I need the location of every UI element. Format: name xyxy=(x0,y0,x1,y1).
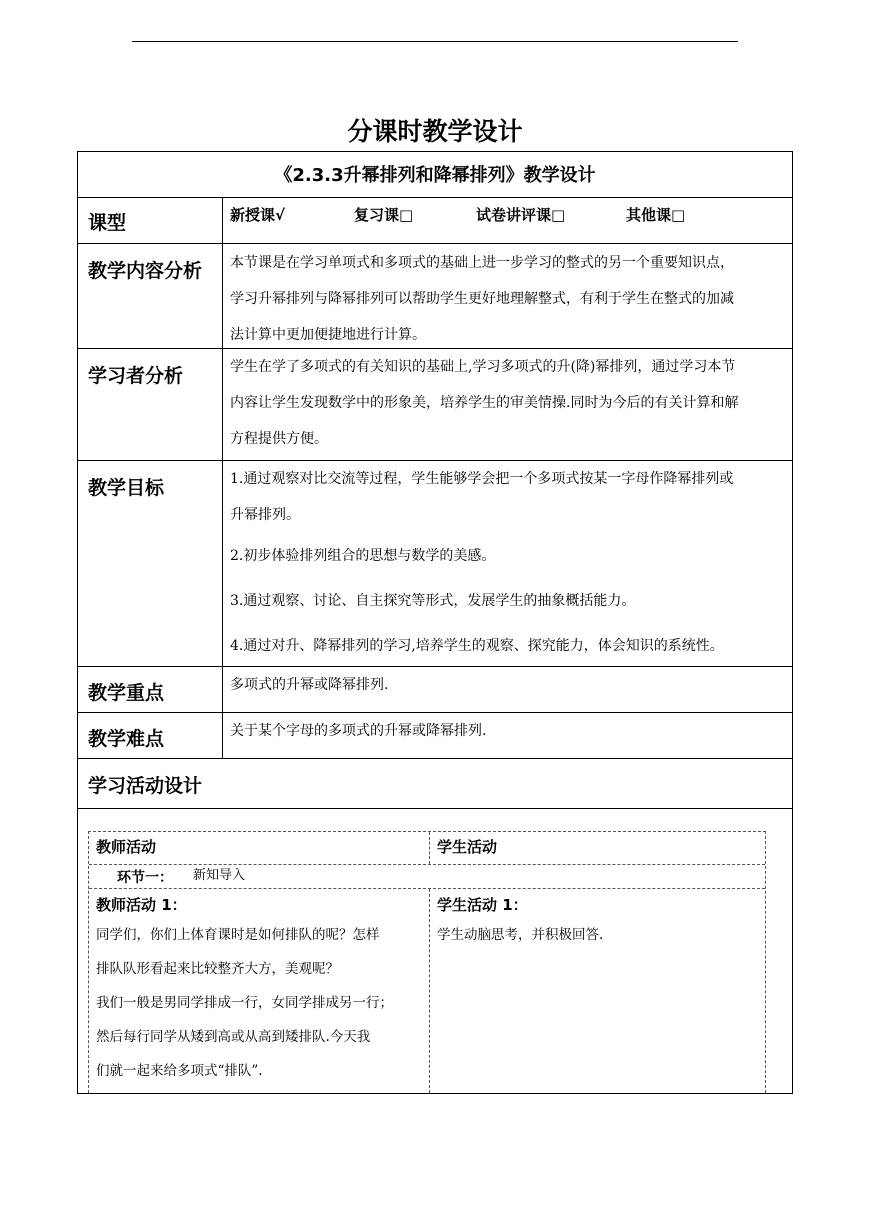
objective-1-cont: 升幂排列。 xyxy=(230,507,300,523)
activity-design-row xyxy=(78,759,792,809)
key-points-text: 多项式的升幂或降幂排列. xyxy=(230,677,389,693)
course-type-label: 课型 xyxy=(88,212,127,234)
content-analysis-text: 本节课是在学习单项式和多项式的基础上进一步学习的整式的另一个重要知识点， 学习升幂排列与降幂排列可以帮助学生更好地理解整式，有利于学生在整式的加减 法计算中更加便捷地进行计算。 xyxy=(230,255,734,343)
objective-1: 1.通过观察对比交流等过程，学生能够学会把一个多项式按某一字母作降幂排列或 xyxy=(230,471,734,487)
teacher-activity-1-title: 教师活动 1： xyxy=(96,896,187,914)
objective-3: 3.通过观察、讨论、自主探究等形式，发展学生的抽象概括能力。 xyxy=(230,593,636,609)
student-activity-header: 学生活动 xyxy=(437,838,498,856)
section-row xyxy=(89,865,765,889)
course-type-new: 新授课√ xyxy=(230,206,286,224)
objective-2: 2.初步体验排列组合的思想与数学的美感。 xyxy=(230,548,496,564)
activity-header-row xyxy=(89,832,765,865)
learner-analysis-row xyxy=(78,349,792,461)
course-type-exam-review: 试卷讲评课□ xyxy=(476,206,566,224)
objectives-row xyxy=(78,461,792,667)
learner-analysis-label: 学习者分析 xyxy=(88,365,184,387)
section-name: 新知导入 xyxy=(193,868,246,883)
course-type-other: 其他课□ xyxy=(626,206,686,224)
objectives-label: 教学目标 xyxy=(88,477,165,499)
content-analysis-row xyxy=(78,244,792,349)
course-type-review: 复习课□ xyxy=(354,206,414,224)
course-type-row xyxy=(78,198,792,244)
difficulties-label: 教学难点 xyxy=(88,728,165,750)
teacher-activity-1-text: 同学们，你们上体育课时是如何排队的呢？怎样 排队队形看起来比较整齐大方，美观呢？ 我们一般是男同学排成一行，女同学排成另一行； 然后每行同学从矮到高或从高到矮排队.今天我 们就一起来给多项式“排队”. xyxy=(96,927,393,1079)
activity-design-label: 学习活动设计 xyxy=(88,775,203,797)
header-rule xyxy=(132,41,738,42)
difficulties-row xyxy=(78,713,792,759)
difficulties-text: 关于某个字母的多项式的升幂或降幂排列. xyxy=(230,723,487,739)
lesson-title: 《2.3.3升幂排列和降幂排列》教学设计 xyxy=(274,165,596,186)
student-activity-1-text: 学生动脑思考，并积极回答. xyxy=(437,927,604,943)
key-points-label: 教学重点 xyxy=(88,682,165,704)
section-label: 环节一： xyxy=(117,870,173,886)
content-analysis-label: 教学内容分析 xyxy=(88,260,203,282)
activity-table xyxy=(88,831,766,1093)
learner-analysis-text: 学生在学了多项式的有关知识的基础上,学习多项式的升(降)幂排列，通过学习本节 内容让学生发现数学中的形象美，培养学生的审美情操.同时为今后的有关计算和解 方程提供方便。 xyxy=(230,359,739,447)
teacher-activity-header: 教师活动 xyxy=(96,838,157,856)
student-activity-1-title: 学生活动 1： xyxy=(437,896,528,914)
objective-4: 4.通过对升、降幂排列的学习,培养学生的观察、探究能力，体会知识的系统性。 xyxy=(230,638,724,654)
key-points-row xyxy=(78,667,792,713)
lesson-title-row xyxy=(78,152,792,198)
page-title: 分课时教学设计 xyxy=(347,117,523,146)
lesson-plan-table xyxy=(77,151,793,1094)
